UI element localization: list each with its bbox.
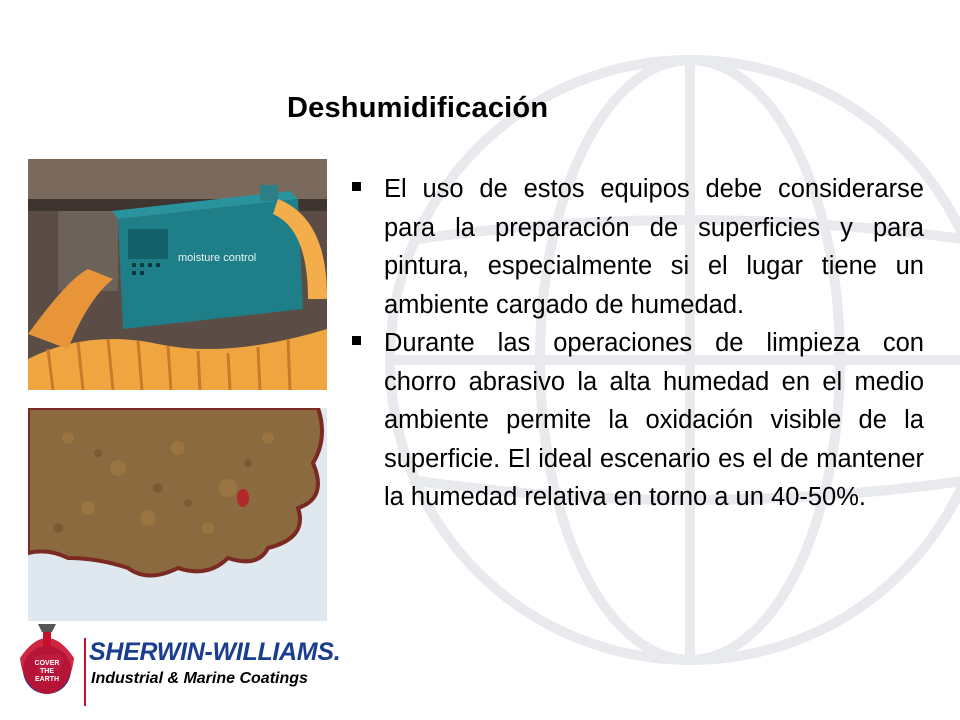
bullet-item [352, 170, 924, 324]
bullet-list [352, 170, 924, 517]
rust-surface-photo [28, 408, 327, 621]
bullet-text: El uso de estos equipos debe considerarse para la preparación de superficies y para pintura, especialmente si el lugar tiene un ambiente cargado de humedad. [384, 175, 924, 319]
brand-tagline: Industrial & Marine Coatings [91, 670, 308, 687]
bullet-square-icon [352, 182, 361, 191]
svg-text:moisture control: moisture control [178, 252, 257, 264]
svg-text:THE: THE [40, 668, 54, 675]
svg-text:EARTH: EARTH [34, 676, 60, 683]
cover-the-earth-emblem [12, 618, 82, 698]
slide-title: Deshumidificación [287, 92, 549, 124]
svg-text:COVER: COVER [34, 660, 60, 667]
bullet-square-icon [352, 336, 361, 345]
brand-name: SHERWIN-WILLIAMS. [89, 638, 341, 666]
brand-divider [84, 638, 86, 706]
dehumidifier-photo [28, 159, 327, 390]
sherwin-williams-logo [8, 618, 341, 718]
bullet-text: Durante las operaciones de limpieza con chorro abrasivo la alta humedad en el medio ambiente permite la oxidación visible de la superficie. El ideal escenario es el de mantener la humedad relativa en torno a un 40-50%. [384, 329, 924, 511]
bullet-item [352, 324, 924, 517]
